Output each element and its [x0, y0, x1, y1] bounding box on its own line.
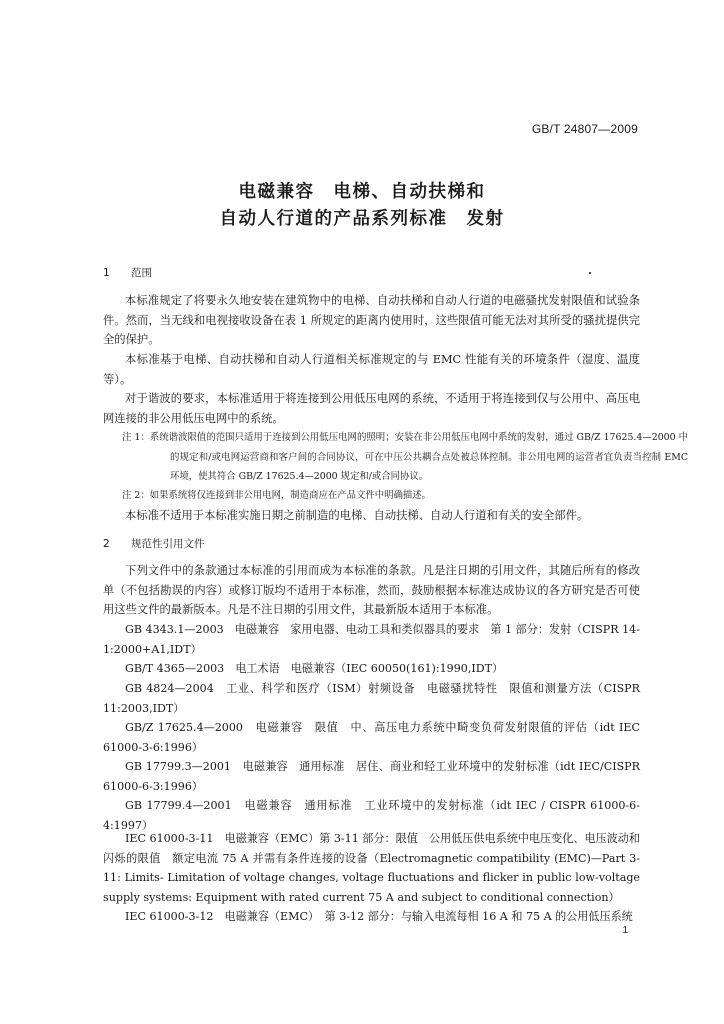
document-title-line-1: 电磁兼容 电梯、自动扶梯和 — [238, 182, 486, 202]
scope-paragraph-2: 本标准基于电梯、自动扶梯和自动人行道相关标准规定的与 EMC 性能有关的环境条件（湿度、温度等）。 — [103, 353, 640, 386]
reference-item: GB/T 4365—2003 电工术语 电磁兼容（IEC 60050(161):1990,IDT） — [125, 662, 504, 675]
reference-item: GB/Z 17625.4—2000 电磁兼容 限值 中、高压电力系统中畸变负荷发射限值的评估（idt IEC 61000-3-6:1996） — [103, 721, 640, 754]
scope-paragraph-4: 本标准不适用于本标准实施日期之前制造的电梯、自动扶梯、自动人行道和有关的安全部件。 — [125, 509, 589, 522]
reference-item: GB 17799.4—2001 电磁兼容 通用标准 工业环境中的发射标准（idt IEC / CISPR 61000-6-4:1997） — [103, 799, 640, 832]
section-title: 范围 — [131, 267, 152, 279]
note-1: 注 1：系统谐波限值的范围只适用于连接到公用低压电网的照明；安装在非公用低压电网中系统的发射，通过 GB/Z 17625.4—2000 中的规定和/或电网运营商和客户间的合同协议，可在中压公共耦合点处被总体控制。非公用电网的运营者宜负责当控制 EMC 环境，使其符合 GB/Z 17625.4—2000 规定和/或合同协议。 — [122, 432, 688, 483]
note-2: 注 2：如果系统将仅连接到非公用电网，制造商应在产品文件中明确描述。 — [122, 490, 431, 501]
reference-item: IEC 61000-3-11 电磁兼容（EMC）第 3-11 部分：限值 公用低压供电系统中电压变化、电压波动和闪烁的限值 额定电流 75 A 并需有条件连接的设备（Electromagnetic compatibility (EMC)—Part 3-11: Limits- Limitation of voltage changes, voltage fluctuations and flicker in public low-voltage supply systems: Equipment with rated current 75 A and subject to conditional connection） — [103, 832, 640, 904]
reference-item: GB 17799.3—2001 电磁兼容 通用标准 居住、商业和轻工业环境中的发射标准（idt IEC/CISPR 61000-6-3:1996） — [103, 760, 640, 793]
scope-paragraph-3: 对于谐波的要求，本标准适用于将连接到公用低压电网的系统，不适用于将连接到仅与公用中、高压电网连接的非公用低压电网中的系统。 — [103, 392, 640, 425]
section-number: 2 — [103, 538, 110, 550]
section-2-heading — [103, 536, 205, 551]
section-title: 规范性引用文件 — [131, 538, 205, 550]
reference-item: GB 4824—2004 工业、科学和医疗（ISM）射频设备 电磁骚扰特性 限值和测量方法（CISPR 11:2003,IDT） — [103, 682, 640, 715]
standard-code: GB/T 24807—2009 — [531, 122, 638, 136]
stray-mark — [589, 272, 591, 274]
reference-item: IEC 61000-3-12 电磁兼容（EMC） 第 3-12 部分：与输入电流每相 16 A 和 75 A 的公用低压系统 — [125, 910, 633, 923]
reference-item: GB 4343.1—2003 电磁兼容 家用电器、电动工具和类似器具的要求 第 1 部分：发射（CISPR 14-1:2000+A1,IDT） — [103, 623, 640, 656]
scope-paragraph-1: 本标准规定了将要永久地安装在建筑物中的电梯、自动扶梯和自动人行道的电磁骚扰发射限值和试验条件。然而，当无线和电视接收设备在表 1 所规定的距离内使用时，这些限值可能无法对其所受的骚扰提供完全的保护。 — [103, 294, 640, 347]
references-intro: 下列文件中的条款通过本标准的引用而成为本标准的条款。凡是注日期的引用文件，其随后所有的修改单（不包括勘误的内容）或修订版均不适用于本标准，然而，鼓励根据本标准达成协议的各方研究是否可使用这些文件的最新版本。凡是不注日期的引用文件，其最新版本适用于本标准。 — [103, 564, 640, 617]
section-number: 1 — [103, 267, 110, 279]
page-number: 1 — [622, 925, 628, 936]
section-1-heading — [103, 265, 152, 280]
document-title-line-2: 自动人行道的产品系列标准 发射 — [219, 209, 505, 229]
